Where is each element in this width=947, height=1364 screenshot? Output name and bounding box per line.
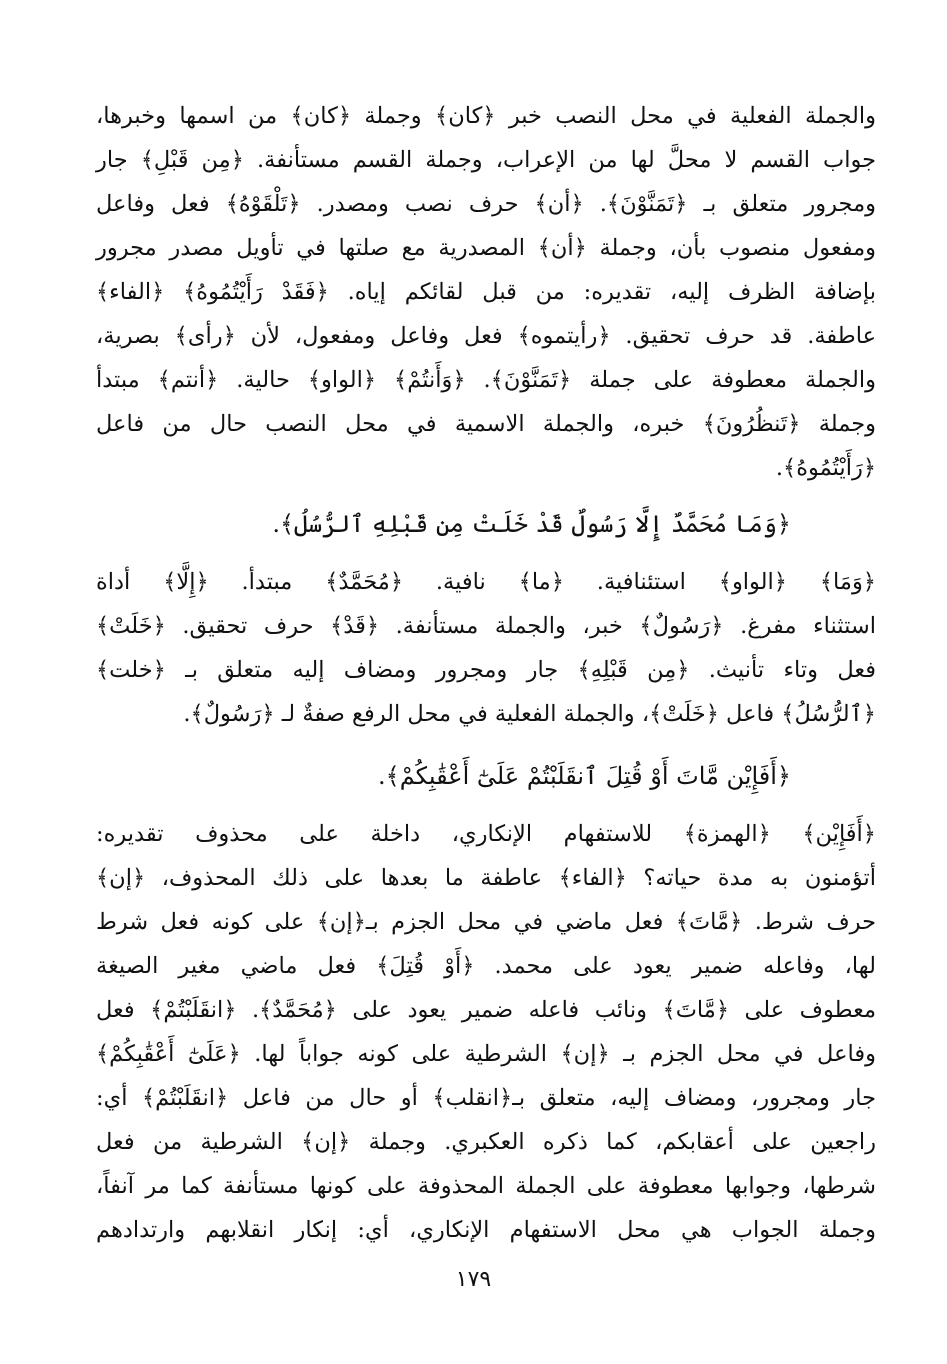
quran-verse-1: ﴿وَمَا مُحَمَّدٌ إِلَّا رَسُولٌ قَدْ خَلَتْ مِن قَبْلِهِ ٱلرُّسُلُ﴾. — [272, 510, 791, 538]
text-line: بإضافة الظرف إليه، تقديره: من قبل لقائكم إياه. ﴿فَقَدْ رَأَيْتُمُوهُ﴾ ﴿الفاء﴾ — [96, 279, 876, 305]
text-line: ومفعول منصوب بأن، وجملة ﴿أن﴾ المصدرية مع صلتها في تأويل مصدر مجرور — [96, 235, 876, 261]
text-line: معطوف على ﴿مَّاتَ﴾ ونائب فاعله ضمير يعود على ﴿مُحَمَّدٌ﴾. ﴿انقَلَبْتُمْ﴾ فعل — [96, 997, 876, 1023]
text-line: وفاعل في محل الجزم بـ ﴿إن﴾ الشرطية على كونه جواباً لها. ﴿عَلَىٰٓ أَعْقَٰبِكُمْ﴾ — [96, 1041, 876, 1067]
text-line: راجعين على أعقابكم، كما ذكره العكبري. وجملة ﴿إن﴾ الشرطية من فعل — [96, 1129, 876, 1155]
text-line: جواب القسم لا محلَّ لها من الإعراب، وجملة القسم مستأنفة. ﴿مِن قَبْلِ﴾ جار — [96, 147, 876, 173]
paragraph-2 — [96, 560, 876, 736]
text-line: ﴿ٱلرُّسُلُ﴾ فاعل ﴿خَلَتْ﴾، والجملة الفعلية في محل الرفع صفةٌ لـ ﴿رَسُولٌ﴾. — [183, 701, 876, 727]
text-line: وجملة الجواب هي محل الاستفهام الإنكاري، أي: إنكار انقلابهم وارتدادهم — [96, 1217, 876, 1243]
text-line: ﴿رَأَيْتُمُوهُ﴾. — [775, 455, 876, 481]
text-line: حرف شرط. ﴿مَّاتَ﴾ فعل ماضي في محل الجزم بـ﴿إن﴾ على كونه فعل شرط — [96, 909, 876, 935]
text-line: عاطفة. قد حرف تحقيق. ﴿رأيتموه﴾ فعل وفاعل ومفعول، لأن ﴿رأى﴾ بصرية، — [96, 323, 876, 349]
text-line: وجملة ﴿تَنظُرُونَ﴾ خبره، والجملة الاسمية في محل النصب حال من فاعل — [96, 411, 876, 437]
text-line: لها، وفاعله ضمير يعود على محمد. ﴿أَوْ قُتِلَ﴾ فعل ماضي مغير الصيغة — [96, 953, 876, 979]
page-number: ١٧٩ — [455, 1267, 492, 1292]
text-line: والجملة الفعلية في محل النصب خبر ﴿كان﴾ وجملة ﴿كان﴾ من اسمها وخبرها، — [96, 103, 876, 129]
text-line: ومجرور متعلق بـ ﴿تَمَنَّوْنَ﴾. ﴿أن﴾ حرف نصب ومصدر. ﴿تَلْقَوْهُ﴾ فعل وفاعل — [96, 191, 876, 217]
text-line: شرطها، وجوابها معطوفة على الجملة المحذوفة على كونها مستأنفة كما مر آنفاً، — [96, 1173, 876, 1199]
text-line: ﴿وَمَا﴾ ﴿الواو﴾ استئنافية. ﴿ما﴾ نافية. ﴿مُحَمَّدٌ﴾ مبتدأ. ﴿إِلَّا﴾ أداة — [96, 569, 876, 595]
quran-verse-2: ﴿أَفَإِيْن مَّاتَ أَوْ قُتِلَ ٱنقَلَبْتُمْ عَلَىٰٓ أَعْقَٰبِكُمْ﴾. — [378, 762, 791, 790]
text-line: جار ومجرور، ومضاف إليه، متعلق بـ﴿انقلب﴾ أو حال من فاعل ﴿انقَلَبْتُمْ﴾ أي: — [96, 1085, 876, 1111]
text-line: استثناء مفرغ. ﴿رَسُولٌ﴾ خبر، والجملة مستأنفة. ﴿قَدْ﴾ حرف تحقيق. ﴿خَلَتْ﴾ — [96, 613, 876, 639]
paragraph-3 — [96, 812, 876, 1252]
text-line: أتؤمنون به مدة حياته؟ ﴿الفاء﴾ عاطفة ما بعدها على ذلك المحذوف، ﴿إن﴾ — [96, 865, 876, 891]
text-line: فعل وتاء تأنيث. ﴿مِن قَبْلِهِ﴾ جار ومجرور ومضاف إليه متعلق بـ ﴿خلت﴾ — [96, 657, 876, 683]
text-line: ﴿أَفَإِيْن﴾ ﴿الهمزة﴾ للاستفهام الإنكاري، داخلة على محذوف تقديره: — [96, 821, 876, 847]
text-line: والجملة معطوفة على جملة ﴿تَمَنَّوْنَ﴾. ﴿وَأَنتُمْ﴾ ﴿الواو﴾ حالية. ﴿أنتم﴾ مبتدأ — [96, 367, 876, 393]
paragraph-1 — [96, 94, 876, 490]
